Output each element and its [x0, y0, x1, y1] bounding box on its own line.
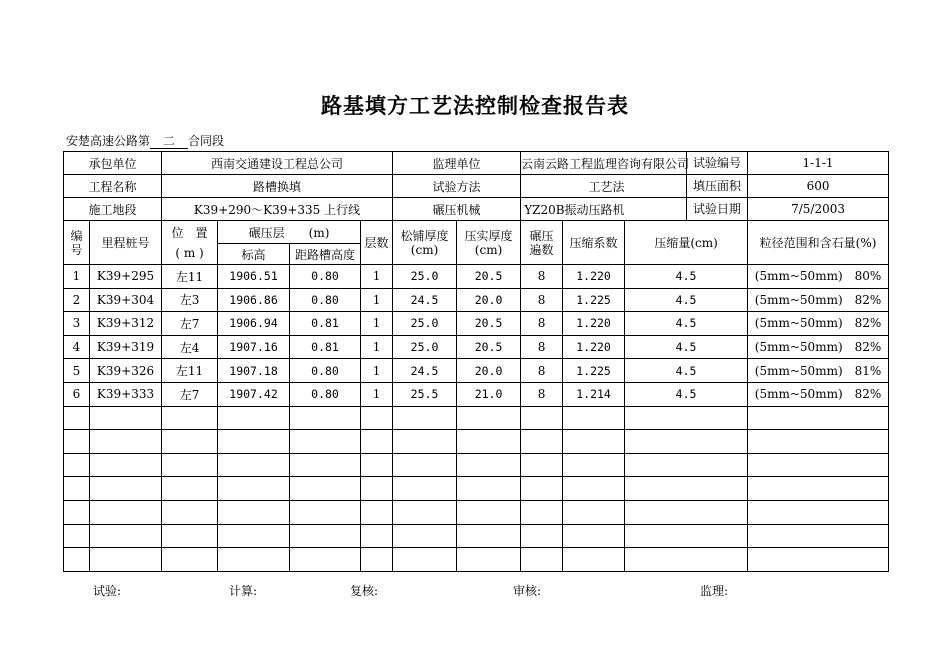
empty-cell [90, 453, 162, 477]
contract-line [66, 132, 224, 149]
empty-cell [290, 453, 361, 477]
col-grain: 粒径范围和含石量(%) [748, 221, 889, 265]
cell-elev: 1906.51 [218, 265, 290, 289]
empty-cell [361, 453, 393, 477]
col-coef: 压缩系数 [563, 221, 625, 265]
cell-loose: 25.5 [393, 382, 457, 406]
cell-grain [748, 288, 889, 312]
cell-comp: 21.0 [457, 382, 521, 406]
empty-cell [625, 453, 748, 477]
empty-cell [90, 500, 162, 524]
empty-cell [563, 524, 625, 548]
empty-cell [361, 548, 393, 572]
empty-cell [457, 453, 521, 477]
col-passes: 碾压 遍数 [521, 221, 563, 265]
cell-no: 4 [64, 335, 90, 359]
empty-cell [361, 430, 393, 454]
cell-loose: 25.0 [393, 335, 457, 359]
empty-cell [64, 430, 90, 454]
report-title: 路基填方工艺法控制检查报告表 [321, 93, 629, 118]
empty-row [64, 524, 889, 548]
cell-pos: 左4 [162, 335, 218, 359]
header-split [625, 175, 748, 198]
header-value: 云南云路工程监理咨询有限公司 [521, 152, 625, 175]
grain-range: (5mm~50mm) [754, 292, 843, 307]
cell-amount: 4.5 [625, 312, 748, 336]
empty-cell [162, 406, 218, 430]
empty-row [64, 406, 889, 430]
empty-cell [393, 430, 457, 454]
cell-dist: 0.80 [290, 382, 361, 406]
table-row [64, 265, 889, 289]
empty-cell [361, 524, 393, 548]
grain-range: (5mm~50mm) [754, 363, 843, 378]
header-value: K39+290～K39+335 上行线 [162, 198, 393, 221]
col-station: 里程桩号 [90, 221, 162, 265]
empty-cell [393, 477, 457, 501]
empty-cell [625, 548, 748, 572]
grain-range: (5mm~50mm) [754, 269, 843, 284]
header-label: 填压面积 [686, 175, 747, 197]
header-value: 工艺法 [521, 175, 625, 198]
cell-dist: 0.80 [290, 359, 361, 383]
empty-cell [90, 524, 162, 548]
table-row [64, 335, 889, 359]
empty-cell [521, 548, 563, 572]
empty-cell [218, 500, 290, 524]
cell-pos: 左11 [162, 265, 218, 289]
header-value: 7/5/2003 [748, 198, 889, 221]
cell-station: K39+333 [90, 382, 162, 406]
empty-row [64, 430, 889, 454]
signature-supervise: 监理: [700, 584, 729, 598]
empty-cell [393, 406, 457, 430]
header-label: 试验方法 [393, 175, 521, 198]
signature-calc: 计算: [229, 584, 258, 598]
header-label: 试验日期 [686, 198, 747, 220]
header-value: 1-1-1 [748, 152, 889, 175]
empty-cell [563, 500, 625, 524]
grain-range: (5mm~50mm) [754, 340, 843, 355]
header-label: 碾压机械 [393, 198, 521, 221]
cell-coef: 1.225 [563, 359, 625, 383]
stone-content: 80% [854, 269, 882, 284]
cell-coef: 1.225 [563, 288, 625, 312]
empty-cell [748, 406, 889, 430]
empty-cell [521, 430, 563, 454]
table-row [64, 312, 889, 336]
contract-suffix: 合同段 [188, 134, 225, 148]
cell-passes: 8 [521, 265, 563, 289]
cell-elev: 1906.94 [218, 312, 290, 336]
empty-cell [290, 477, 361, 501]
cell-passes: 8 [521, 382, 563, 406]
cell-pos: 左7 [162, 312, 218, 336]
cell-grain [748, 359, 889, 383]
empty-cell [563, 548, 625, 572]
col-amount: 压缩量(cm) [625, 221, 748, 265]
cell-coef: 1.220 [563, 335, 625, 359]
cell-amount: 4.5 [625, 335, 748, 359]
cell-no: 1 [64, 265, 90, 289]
cell-comp: 20.5 [457, 312, 521, 336]
cell-comp: 20.0 [457, 288, 521, 312]
header-value: YZ20B振动压路机 [521, 198, 625, 221]
cell-pos: 左11 [162, 359, 218, 383]
empty-cell [90, 477, 162, 501]
empty-cell [290, 524, 361, 548]
cell-comp: 20.5 [457, 335, 521, 359]
empty-cell [748, 500, 889, 524]
empty-cell [563, 453, 625, 477]
cell-layers: 1 [361, 335, 393, 359]
col-position: 位 置 ( m ) [162, 221, 218, 265]
empty-cell [748, 524, 889, 548]
cell-elev: 1906.86 [218, 288, 290, 312]
empty-cell [393, 453, 457, 477]
cell-passes: 8 [521, 312, 563, 336]
header-value: 西南交通建设工程总公司 [162, 152, 393, 175]
cell-dist: 0.80 [290, 265, 361, 289]
empty-cell [290, 548, 361, 572]
empty-cell [162, 430, 218, 454]
cell-station: K39+312 [90, 312, 162, 336]
empty-cell [625, 500, 748, 524]
empty-cell [290, 430, 361, 454]
cell-comp: 20.5 [457, 265, 521, 289]
empty-cell [521, 406, 563, 430]
grain-range: (5mm~50mm) [754, 316, 843, 331]
empty-row [64, 500, 889, 524]
column-header-row [64, 221, 889, 244]
cell-layers: 1 [361, 265, 393, 289]
cell-grain [748, 265, 889, 289]
header-label: 工程名称 [64, 175, 162, 198]
header-value: 600 [748, 175, 889, 198]
header-label: 施工地段 [64, 198, 162, 221]
cell-no: 5 [64, 359, 90, 383]
cell-passes: 8 [521, 335, 563, 359]
empty-cell [218, 430, 290, 454]
empty-cell [162, 524, 218, 548]
empty-row [64, 477, 889, 501]
cell-dist: 0.81 [290, 312, 361, 336]
cell-coef: 1.214 [563, 382, 625, 406]
empty-cell [748, 453, 889, 477]
cell-station: K39+326 [90, 359, 162, 383]
empty-cell [521, 524, 563, 548]
empty-cell [748, 430, 889, 454]
cell-loose: 25.0 [393, 265, 457, 289]
empty-cell [625, 430, 748, 454]
empty-cell [361, 406, 393, 430]
contract-number: 二 [150, 135, 188, 149]
empty-cell [218, 524, 290, 548]
signature-review: 复核: [350, 584, 379, 598]
empty-cell [162, 477, 218, 501]
stone-content: 82% [854, 316, 882, 331]
empty-cell [361, 477, 393, 501]
cell-grain [748, 335, 889, 359]
header-split [625, 152, 748, 175]
empty-cell [162, 500, 218, 524]
cell-comp: 20.0 [457, 359, 521, 383]
cell-layers: 1 [361, 359, 393, 383]
empty-cell [64, 548, 90, 572]
empty-cell [290, 500, 361, 524]
cell-grain [748, 382, 889, 406]
empty-cell [218, 406, 290, 430]
empty-cell [457, 524, 521, 548]
cell-layers: 1 [361, 312, 393, 336]
empty-cell [218, 477, 290, 501]
empty-cell [521, 477, 563, 501]
col-elevation: 标高 [218, 244, 290, 265]
report-table [63, 151, 889, 572]
col-loose: 松铺厚度 (cm) [393, 221, 457, 265]
header-row [64, 198, 889, 221]
cell-elev: 1907.42 [218, 382, 290, 406]
header-label: 承包单位 [64, 152, 162, 175]
empty-cell [521, 453, 563, 477]
cell-amount: 4.5 [625, 288, 748, 312]
empty-cell [457, 477, 521, 501]
col-compacted: 压实厚度 (cm) [457, 221, 521, 265]
cell-loose: 24.5 [393, 288, 457, 312]
stone-content: 82% [854, 387, 882, 402]
empty-cell [162, 453, 218, 477]
empty-cell [457, 406, 521, 430]
cell-amount: 4.5 [625, 382, 748, 406]
empty-cell [393, 500, 457, 524]
empty-cell [563, 477, 625, 501]
table-row [64, 359, 889, 383]
contract-prefix: 安楚高速公路第 [66, 134, 151, 148]
cell-coef: 1.220 [563, 312, 625, 336]
cell-amount: 4.5 [625, 359, 748, 383]
cell-passes: 8 [521, 288, 563, 312]
header-row [64, 152, 889, 175]
cell-station: K39+295 [90, 265, 162, 289]
cell-elev: 1907.18 [218, 359, 290, 383]
header-label: 监理单位 [393, 152, 521, 175]
empty-row [64, 453, 889, 477]
col-layers: 层数 [361, 221, 393, 265]
empty-cell [162, 548, 218, 572]
stone-content: 81% [854, 363, 882, 378]
cell-dist: 0.80 [290, 288, 361, 312]
stone-content: 82% [854, 292, 882, 307]
signature-audit: 审核: [513, 584, 542, 598]
empty-cell [393, 524, 457, 548]
empty-cell [521, 500, 563, 524]
header-row [64, 175, 889, 198]
cell-amount: 4.5 [625, 265, 748, 289]
cell-passes: 8 [521, 359, 563, 383]
signature-test: 试验: [93, 584, 122, 598]
empty-cell [290, 406, 361, 430]
empty-cell [64, 500, 90, 524]
cell-loose: 25.0 [393, 312, 457, 336]
signature-footer [0, 582, 950, 598]
empty-cell [218, 453, 290, 477]
col-distance: 距路槽高度 [290, 244, 361, 265]
empty-cell [393, 548, 457, 572]
table-row [64, 382, 889, 406]
empty-cell [625, 524, 748, 548]
empty-cell [563, 406, 625, 430]
cell-station: K39+304 [90, 288, 162, 312]
empty-cell [64, 524, 90, 548]
empty-cell [563, 430, 625, 454]
cell-pos: 左7 [162, 382, 218, 406]
empty-row [64, 548, 889, 572]
empty-cell [625, 406, 748, 430]
header-value: 路槽换填 [162, 175, 393, 198]
cell-elev: 1907.16 [218, 335, 290, 359]
empty-cell [64, 477, 90, 501]
stone-content: 82% [854, 340, 882, 355]
empty-cell [748, 548, 889, 572]
header-label: 试验编号 [686, 152, 747, 174]
cell-pos: 左3 [162, 288, 218, 312]
cell-no: 2 [64, 288, 90, 312]
empty-cell [457, 430, 521, 454]
empty-cell [457, 500, 521, 524]
col-no: 编 号 [64, 221, 90, 265]
empty-cell [748, 477, 889, 501]
empty-cell [361, 500, 393, 524]
cell-loose: 24.5 [393, 359, 457, 383]
cell-no: 3 [64, 312, 90, 336]
cell-coef: 1.220 [563, 265, 625, 289]
cell-station: K39+319 [90, 335, 162, 359]
empty-cell [90, 406, 162, 430]
table-row [64, 288, 889, 312]
empty-cell [457, 548, 521, 572]
cell-no: 6 [64, 382, 90, 406]
grain-range: (5mm~50mm) [754, 387, 843, 402]
empty-cell [64, 406, 90, 430]
empty-cell [625, 477, 748, 501]
empty-cell [90, 430, 162, 454]
empty-cell [64, 453, 90, 477]
cell-dist: 0.81 [290, 335, 361, 359]
col-layer: 碾压层 (m) [218, 221, 361, 244]
cell-grain [748, 312, 889, 336]
cell-layers: 1 [361, 382, 393, 406]
header-split [625, 198, 748, 221]
cell-layers: 1 [361, 288, 393, 312]
empty-cell [218, 548, 290, 572]
empty-cell [90, 548, 162, 572]
